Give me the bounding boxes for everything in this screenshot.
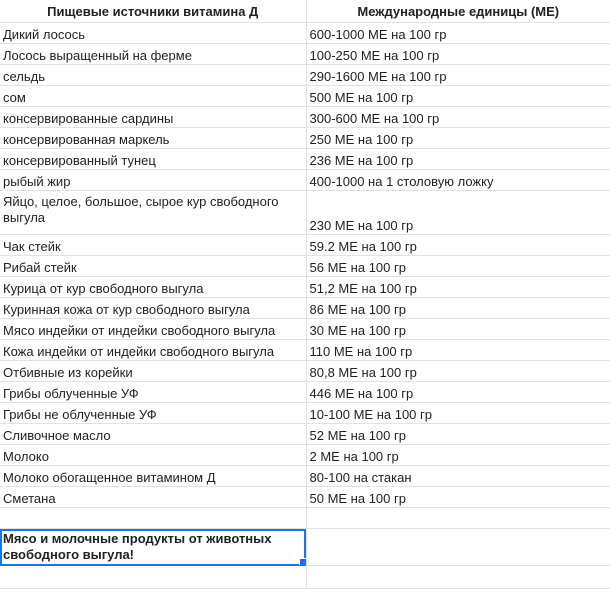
table-row — [0, 235, 610, 256]
empty-cell[interactable] — [0, 508, 306, 529]
table-row — [0, 340, 610, 361]
food-cell[interactable]: Отбивные из корейки — [0, 361, 306, 382]
table-row — [0, 170, 610, 191]
selected-note-cell[interactable] — [0, 529, 306, 566]
food-cell[interactable]: сельдь — [0, 65, 306, 86]
units-cell[interactable]: 290-1600 МЕ на 100 гр — [306, 65, 610, 86]
food-cell[interactable]: Яйцо, целое, большое, сырое кур свободного выгула — [0, 191, 306, 235]
units-cell[interactable]: 446 МЕ на 100 гр — [306, 382, 610, 403]
table-row — [0, 44, 610, 65]
units-cell[interactable]: 600-1000 МЕ на 100 гр — [306, 23, 610, 44]
units-cell[interactable]: 52 МЕ на 100 гр — [306, 424, 610, 445]
units-cell[interactable]: 230 МЕ на 100 гр — [306, 191, 610, 235]
table-row — [0, 487, 610, 508]
fill-handle[interactable] — [299, 558, 307, 566]
table-row — [0, 319, 610, 340]
table-row — [0, 256, 610, 277]
units-cell[interactable]: 51,2 МЕ на 100 гр — [306, 277, 610, 298]
units-cell[interactable]: 86 МЕ на 100 гр — [306, 298, 610, 319]
empty-row — [0, 566, 610, 589]
food-cell[interactable]: Куринная кожа от кур свободного выгула — [0, 298, 306, 319]
units-cell[interactable]: 56 МЕ на 100 гр — [306, 256, 610, 277]
units-cell[interactable]: 80,8 МЕ на 100 гр — [306, 361, 610, 382]
food-cell[interactable]: Дикий лосось — [0, 23, 306, 44]
food-cell[interactable]: Мясо индейки от индейки свободного выгула — [0, 319, 306, 340]
food-cell[interactable]: Кожа индейки от индейки свободного выгула — [0, 340, 306, 361]
food-cell[interactable]: Лосось выращенный на ферме — [0, 44, 306, 65]
table-row — [0, 466, 610, 487]
units-cell[interactable]: 250 МЕ на 100 гр — [306, 128, 610, 149]
empty-cell[interactable] — [306, 529, 610, 566]
units-cell[interactable]: 236 МЕ на 100 гр — [306, 149, 610, 170]
units-cell[interactable]: 500 МЕ на 100 гр — [306, 86, 610, 107]
food-cell[interactable]: консервированная маркель — [0, 128, 306, 149]
header-cell-units[interactable]: Международные единицы (МЕ) — [306, 0, 610, 23]
food-cell[interactable]: сом — [0, 86, 306, 107]
note-text: Мясо и молочные продукты от животных свободного выгула! — [3, 531, 272, 562]
units-cell[interactable]: 300-600 МЕ на 100 гр — [306, 107, 610, 128]
food-cell[interactable]: Молоко обогащенное витамином Д — [0, 466, 306, 487]
food-cell[interactable]: Чак стейк — [0, 235, 306, 256]
units-cell[interactable]: 59.2 МЕ на 100 гр — [306, 235, 610, 256]
table-row — [0, 361, 610, 382]
table-row — [0, 128, 610, 149]
food-cell[interactable]: рыбый жир — [0, 170, 306, 191]
food-cell[interactable]: консервированный тунец — [0, 149, 306, 170]
empty-row — [0, 508, 610, 529]
units-cell[interactable]: 400-1000 на 1 столовую ложку — [306, 170, 610, 191]
table-row — [0, 298, 610, 319]
units-cell[interactable]: 2 МЕ на 100 гр — [306, 445, 610, 466]
food-cell[interactable]: Рибай стейк — [0, 256, 306, 277]
table-row — [0, 149, 610, 170]
units-cell[interactable]: 50 МЕ на 100 гр — [306, 487, 610, 508]
table-row — [0, 86, 610, 107]
units-cell[interactable]: 80-100 на стакан — [306, 466, 610, 487]
food-cell[interactable]: Курица от кур свободного выгула — [0, 277, 306, 298]
empty-cell[interactable] — [306, 508, 610, 529]
units-cell[interactable]: 100-250 МЕ на 100 гр — [306, 44, 610, 65]
table-row — [0, 107, 610, 128]
food-cell[interactable]: Грибы не облученные УФ — [0, 403, 306, 424]
table-row — [0, 65, 610, 86]
units-cell[interactable]: 10-100 МЕ на 100 гр — [306, 403, 610, 424]
table-row — [0, 277, 610, 298]
table-row — [0, 382, 610, 403]
units-cell[interactable]: 30 МЕ на 100 гр — [306, 319, 610, 340]
food-cell[interactable]: Молоко — [0, 445, 306, 466]
food-cell[interactable]: консервированные сардины — [0, 107, 306, 128]
header-cell-food-sources[interactable]: Пищевые источники витамина Д — [0, 0, 306, 23]
food-cell[interactable]: Грибы облученные УФ — [0, 382, 306, 403]
table-row — [0, 403, 610, 424]
table-row — [0, 191, 610, 235]
units-cell[interactable]: 110 МЕ на 100 гр — [306, 340, 610, 361]
table-row — [0, 424, 610, 445]
empty-cell[interactable] — [0, 566, 306, 589]
food-cell[interactable]: Сливочное масло — [0, 424, 306, 445]
note-row — [0, 529, 610, 566]
food-cell[interactable]: Сметана — [0, 487, 306, 508]
table-row — [0, 23, 610, 44]
header-row — [0, 0, 610, 23]
table-row — [0, 445, 610, 466]
empty-cell[interactable] — [306, 566, 610, 589]
